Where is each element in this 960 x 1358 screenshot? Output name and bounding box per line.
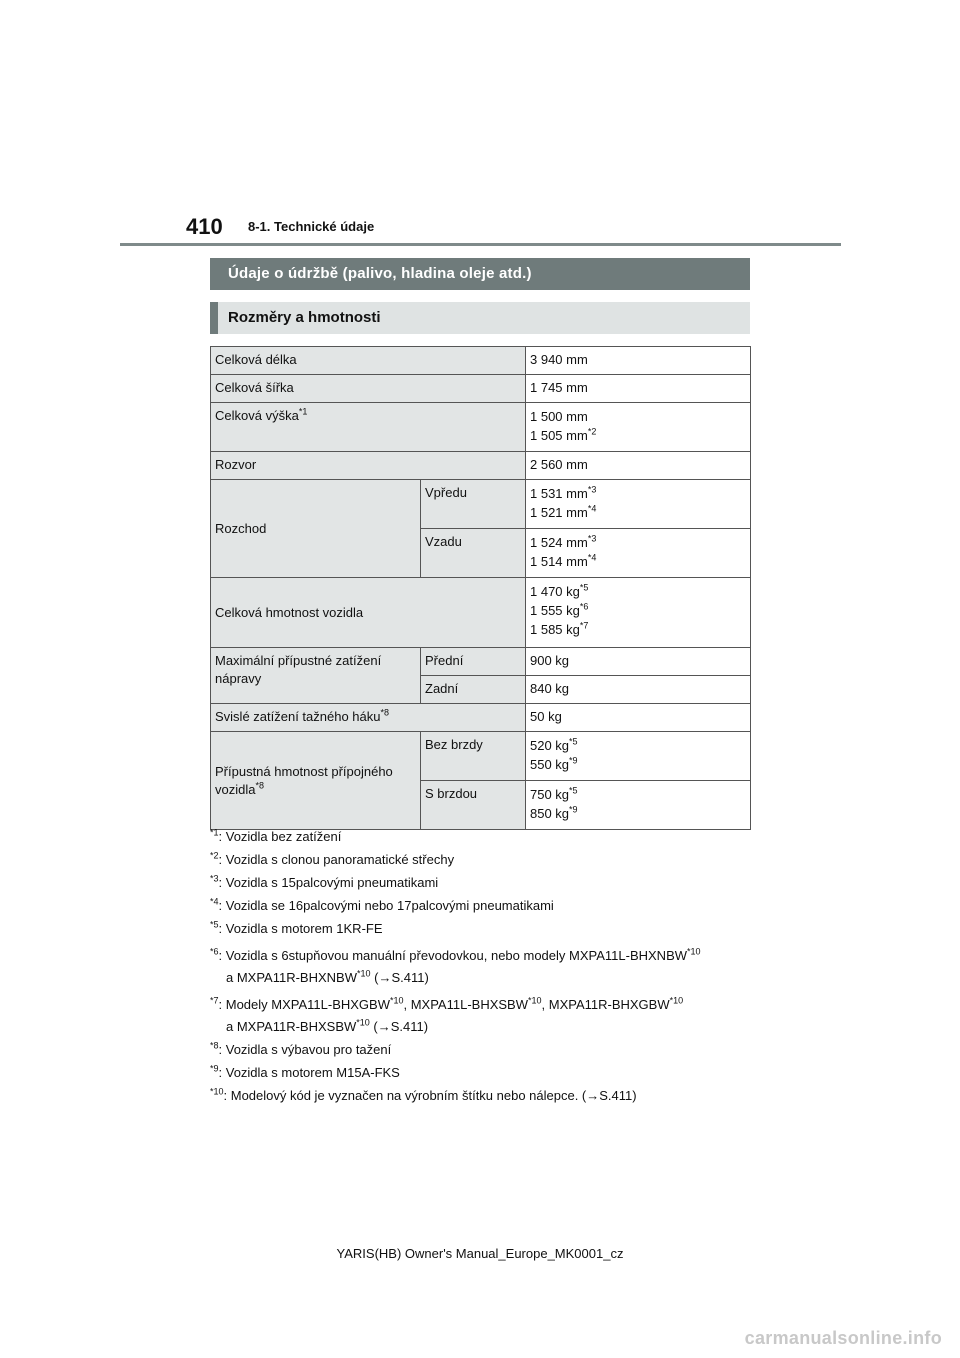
row-value: 900 kg: [526, 648, 751, 676]
value-line: 1 505 $mm^{*2}$: [530, 426, 597, 443]
row-value: [526, 529, 751, 578]
footnote-ref: *9: [569, 755, 578, 766]
footnote-ref: *5: [579, 582, 589, 593]
footnote: $^{*2}$: Vozidla s clonou panoramatické střechy: [210, 850, 455, 867]
footnote: $^{*10}$: Modelový kód je vyznačen na výrobním štítku nebo nálepce. (→S.411): [210, 1086, 637, 1103]
row-label: [211, 403, 526, 452]
page-title: Údaje o údržbě (palivo, hladina oleje atd.): [210, 258, 750, 290]
sub-label: Přední: [421, 648, 526, 676]
table-row: [211, 347, 751, 375]
value-line: 1 514 $mm^{*4}$: [530, 552, 597, 569]
value-line: 550 $kg^{*9}$: [530, 755, 578, 772]
row-value: [526, 781, 751, 830]
row-value: [526, 732, 751, 781]
section-subtitle: Rozměry a hmotnosti: [210, 302, 750, 334]
watermark-text: carmanualsonline.info: [744, 1328, 942, 1348]
table-row: [211, 578, 751, 648]
footnote-ref: *8: [255, 780, 264, 791]
row-label: Celková délka: [211, 347, 526, 375]
row-value: 1 745 mm: [526, 375, 751, 403]
header-divider: [120, 243, 841, 246]
sub-label: Zadní: [421, 676, 526, 704]
footnote-continuation: a MXPA11R-BHXSBW$^{*10}$ (→S.411): [226, 1017, 429, 1034]
row-value: 50 kg: [526, 704, 751, 732]
sub-label: S brzdou: [421, 781, 526, 830]
row-label: Celková hmotnost vozidla: [211, 578, 526, 648]
table-row: [211, 648, 751, 676]
row-label: Maximální přípustné zatížení nápravy: [211, 648, 421, 704]
value-line: 1 500 mm: [530, 409, 588, 424]
footnote-continuation: a MXPA11R-BHXNBW$^{*10}$ (→S.411): [226, 968, 429, 985]
footnote-ref: *4: [587, 503, 597, 514]
footnote-ref: *6: [579, 601, 589, 612]
footnote-ref: *2: [587, 426, 597, 437]
row-value: [526, 578, 751, 648]
sub-label: Vzadu: [421, 529, 526, 578]
footnote: $^{*8}$: Vozidla s výbavou pro tažení: [210, 1040, 392, 1057]
footnote: $^{*5}$: Vozidla s motorem 1KR-FE: [210, 919, 383, 936]
value-line: 850 $kg^{*9}$: [530, 804, 578, 821]
page-footer: YARIS(HB) Owner's Manual_Europe_MK0001_cz: [336, 1246, 624, 1261]
table-row: [211, 452, 751, 480]
footnote: $^{*6}$: Vozidla s 6stupňovou manuální převodovkou, nebo modely MXPA11L-BHXNBW$^{*10}$ a MXPA11R-BHXNBW$^{*10}$ (→S.411): [210, 947, 770, 987]
table-row: [211, 480, 751, 529]
label-text: Celková výška: [215, 408, 299, 423]
value-line: 1 585 $kg^{*7}$: [530, 620, 589, 637]
value-line: 1 531 $mm^{*3}$: [530, 484, 597, 501]
row-label: Rozvor: [211, 452, 526, 480]
footnote: $^{*1}$: Vozidla bez zatížení: [210, 827, 342, 844]
row-value: 840 kg: [526, 676, 751, 704]
table-row: [211, 704, 751, 732]
table-row: [211, 375, 751, 403]
value-line: 1 555 $kg^{*6}$: [530, 601, 589, 618]
footnote-ref: *8: [380, 707, 390, 718]
value-line: 1 524 $mm^{*3}$: [530, 533, 597, 550]
value-line: 750 $kg^{*5}$: [530, 785, 578, 802]
footnote-ref: *1: [298, 406, 308, 417]
page-number: 410: [186, 214, 223, 239]
value-line: 520 $kg^{*5}$: [530, 736, 578, 753]
dimensions-table: [210, 346, 751, 830]
row-value: [526, 403, 751, 452]
sub-label: Bez brzdy: [421, 732, 526, 781]
row-label: Přípustná hmotnost přípojného vozidla$^{*8}$: [211, 732, 421, 830]
row-value: 3 940 mm: [526, 347, 751, 375]
footnote: $^{*3}$: Vozidla s 15palcovými pneumatikami: [210, 873, 439, 890]
row-label: Rozchod: [211, 480, 421, 578]
footnote-ref: *3: [587, 484, 597, 495]
footnote-ref: *3: [587, 533, 597, 544]
footnote-ref: *7: [579, 620, 589, 631]
row-value: [526, 480, 751, 529]
footnote: $^{*7}$: Modely MXPA11L-BHXGBW$^{*10}$, MXPA11L-BHXSBW$^{*10}$, MXPA11R-BHXGBW$^{*10}$ a MXPA11R-BHXSBW$^{*10}$ (→S.411): [210, 996, 770, 1036]
footnote-ref: *4: [587, 552, 597, 563]
footnotes: [210, 828, 770, 1110]
footnote-ref: *5: [569, 736, 578, 747]
footnote-ref: *5: [569, 785, 578, 796]
table-row: [211, 403, 751, 452]
row-label: Celková šířka: [211, 375, 526, 403]
footnote: $^{*9}$: Vozidla s motorem M15A-FKS: [210, 1063, 400, 1080]
row-label: Svislé zatížení tažného háku$^{*8}$: [211, 704, 526, 732]
footnote-ref: *9: [569, 804, 578, 815]
value-line: 1 521 $mm^{*4}$: [530, 503, 597, 520]
footnote: $^{*4}$: Vozidla se 16palcovými nebo 17palcovými pneumatikami: [210, 896, 554, 913]
row-value: 2 560 mm: [526, 452, 751, 480]
sub-label: Vpředu: [421, 480, 526, 529]
section-heading: 8-1. Technické údaje: [248, 219, 375, 234]
table-row: [211, 732, 751, 781]
value-line: 1 470 $kg^{*5}$: [530, 582, 589, 599]
